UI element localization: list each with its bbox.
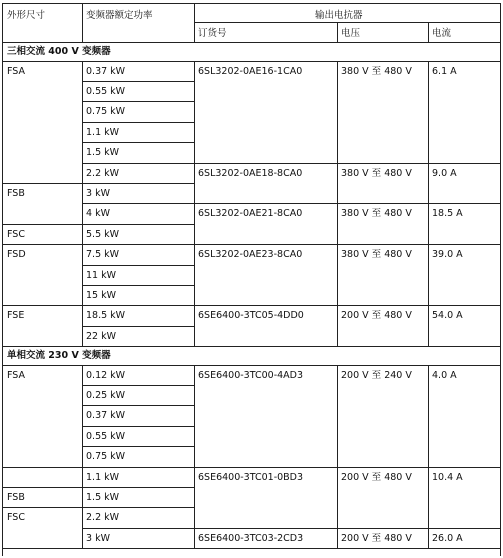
frame-size-cell: FSB	[7, 187, 25, 199]
row-rule	[82, 142, 194, 143]
row-rule	[82, 446, 194, 447]
rated-power-cell: 1.1 kW	[86, 126, 120, 138]
row-rule	[82, 426, 194, 427]
row-rule	[2, 507, 194, 508]
current-cell: 10.4 A	[432, 471, 463, 483]
frame-size-cell: FSB	[7, 492, 25, 503]
group-title: 三相交流 400 V 变频器	[7, 46, 111, 57]
rated-power-cell: 1.5 kW	[86, 492, 120, 503]
column-rule	[82, 61, 83, 347]
frame-size-cell: FSC	[7, 512, 25, 524]
column-rule	[82, 365, 83, 549]
row-rule	[82, 203, 194, 204]
rated-power-cell: 0.25 kW	[86, 390, 126, 401]
frame-size-cell: FSE	[7, 310, 25, 322]
order-rule	[194, 203, 500, 204]
order-number-cell: 6SE6400-3TC05-4DD0	[198, 310, 304, 322]
order-number-cell: 6SE6400-3TC00-4AD3	[198, 369, 304, 381]
group-bottom-rule	[2, 346, 500, 347]
frame-size-cell: FSD	[7, 249, 26, 261]
row-rule	[82, 101, 194, 102]
column-rule	[428, 365, 429, 549]
row-rule	[82, 81, 194, 82]
order-number-cell: 6SE6400-3TC03-2CD3	[198, 532, 304, 544]
header-subrule	[194, 22, 500, 23]
row-rule	[2, 244, 194, 245]
rated-power-cell: 18.5 kW	[86, 310, 126, 322]
rated-power-cell: 7.5 kW	[86, 249, 120, 261]
rated-power-cell: 0.12 kW	[86, 369, 126, 381]
rated-power-cell: 2.2 kW	[86, 167, 120, 179]
header-col-rule	[337, 22, 338, 42]
column-rule	[428, 61, 429, 347]
column-rule	[194, 61, 195, 347]
header-col-rule	[194, 3, 195, 42]
rated-power-cell: 5.5 kW	[86, 228, 120, 240]
current-cell: 54.0 A	[432, 310, 463, 322]
rated-power-cell: 3 kW	[86, 532, 110, 544]
rated-power-cell: 0.37 kW	[86, 65, 126, 77]
rated-power-cell: 0.55 kW	[86, 85, 126, 97]
header-inverter-rated-power: 变频器额定功率	[86, 10, 153, 21]
voltage-cell: 200 V 至 240 V	[341, 369, 412, 381]
order-rule	[194, 467, 500, 468]
rated-power-cell: 11 kW	[86, 269, 117, 281]
header-current: 电流	[432, 28, 452, 39]
order-number-cell: 6SL3202-0AE21-8CA0	[198, 208, 303, 220]
order-number-cell: 6SL3202-0AE23-8CA0	[198, 249, 303, 261]
rated-power-cell: 0.75 kW	[86, 451, 126, 463]
header-col-rule	[82, 3, 83, 42]
order-number-cell: 6SL3202-0AE16-1CA0	[198, 65, 303, 77]
row-rule	[82, 528, 194, 529]
rated-power-cell: 22 kW	[86, 330, 117, 342]
rated-power-cell: 3 kW	[86, 187, 110, 199]
rated-power-cell: 1.5 kW	[86, 147, 120, 159]
row-rule	[82, 163, 194, 164]
table-top-border	[2, 3, 500, 4]
group-bottom-rule	[2, 548, 500, 549]
voltage-cell: 380 V 至 480 V	[341, 208, 412, 220]
current-cell: 26.0 A	[432, 532, 463, 544]
frame-size-cell: FSC	[7, 228, 25, 240]
voltage-cell: 200 V 至 480 V	[341, 310, 412, 322]
column-rule	[337, 365, 338, 549]
header-order-number: 订货号	[198, 28, 227, 39]
table-right-border	[500, 3, 501, 556]
row-rule	[2, 487, 194, 488]
row-rule	[82, 405, 194, 406]
order-rule	[194, 305, 500, 306]
header-output-reactor: 输出电抗器	[315, 10, 363, 21]
header-col-rule	[428, 22, 429, 42]
header-voltage: 电压	[341, 28, 361, 39]
row-rule	[82, 385, 194, 386]
column-rule	[194, 365, 195, 549]
current-cell: 4.0 A	[432, 369, 457, 381]
row-rule	[82, 265, 194, 266]
frame-size-cell: FSA	[7, 65, 26, 77]
row-rule	[2, 183, 194, 184]
voltage-cell: 200 V 至 480 V	[341, 471, 412, 483]
row-rule	[82, 326, 194, 327]
order-rule	[194, 163, 500, 164]
column-rule	[337, 61, 338, 347]
order-rule	[194, 244, 500, 245]
current-cell: 18.5 A	[432, 208, 463, 220]
frame-size-cell: FSA	[7, 369, 26, 381]
header-bottom-rule	[2, 42, 500, 43]
order-number-cell: 6SE6400-3TC01-0BD3	[198, 471, 304, 483]
current-cell: 9.0 A	[432, 167, 457, 179]
row-rule	[2, 305, 194, 306]
voltage-cell: 380 V 至 480 V	[341, 167, 412, 179]
rated-power-cell: 15 kW	[86, 289, 117, 301]
header-frame-size: 外形尺寸	[7, 10, 46, 21]
voltage-cell: 380 V 至 480 V	[341, 249, 412, 261]
rated-power-cell: 2.2 kW	[86, 512, 120, 524]
rated-power-cell: 0.55 kW	[86, 430, 126, 442]
current-cell: 6.1 A	[432, 65, 457, 77]
rated-power-cell: 4 kW	[86, 208, 110, 220]
current-cell: 39.0 A	[432, 249, 463, 261]
rated-power-cell: 0.37 kW	[86, 410, 126, 422]
row-rule	[2, 467, 194, 468]
rated-power-cell: 0.75 kW	[86, 106, 126, 118]
order-rule	[194, 528, 500, 529]
voltage-cell: 200 V 至 480 V	[341, 532, 412, 544]
row-rule	[2, 224, 194, 225]
group-title-rule	[2, 365, 500, 366]
group-title: 单相交流 230 V 变频器	[7, 350, 111, 362]
rated-power-cell: 1.1 kW	[86, 471, 120, 483]
row-rule	[82, 285, 194, 286]
table-left-border	[2, 3, 3, 556]
voltage-cell: 380 V 至 480 V	[341, 65, 412, 77]
row-rule	[82, 122, 194, 123]
group-title-rule	[2, 61, 500, 62]
order-number-cell: 6SL3202-0AE18-8CA0	[198, 167, 303, 179]
